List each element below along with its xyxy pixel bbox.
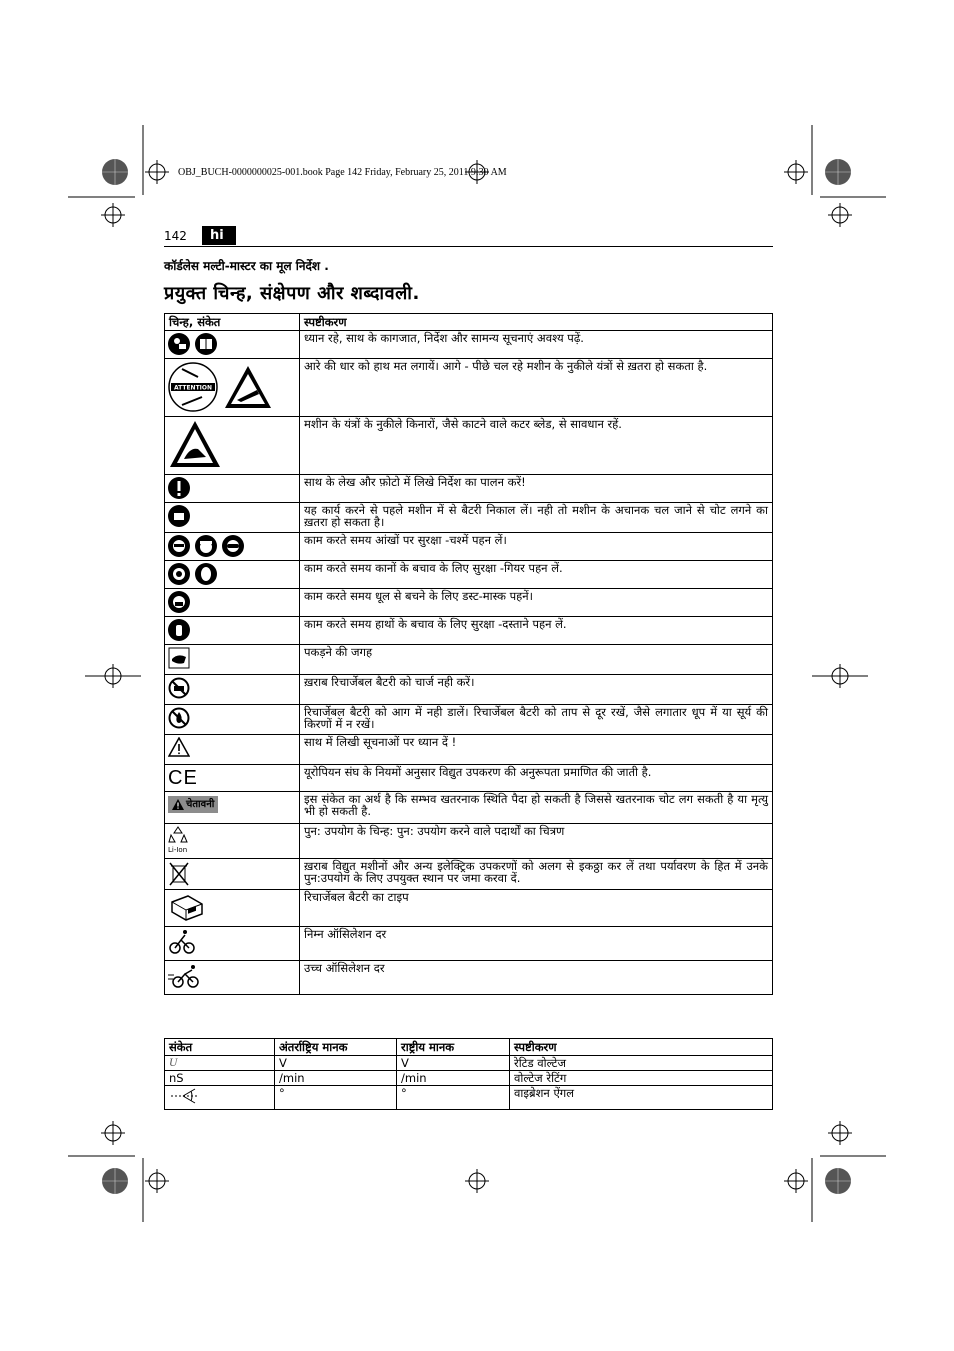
table-row: [165, 765, 773, 792]
table-row: [165, 533, 773, 561]
header-explanation: स्पष्टीकरण: [510, 1039, 773, 1056]
dust-mask-icon: [168, 591, 190, 613]
header-national-standard: राष्ट्रीय मानक: [397, 1039, 510, 1056]
grip-area-icon: [168, 647, 190, 669]
row-text: निम्न ऑसिलेशन दर: [300, 927, 773, 961]
header-explanation: स्पष्टीकरण: [300, 314, 773, 331]
cell-desc: वाइब्रेशन ऐंगल: [510, 1086, 773, 1110]
row-text: काम करते समय धूल से बचने के लिए डस्ट-मास्क पहनें।: [300, 589, 773, 617]
book-icon: [195, 333, 217, 355]
battery-pack-icon: [168, 892, 206, 924]
cell-intl: V: [275, 1056, 397, 1071]
table-row: [165, 705, 773, 735]
table-row: [165, 331, 773, 359]
table-header-row: [165, 1039, 773, 1056]
row-text: मशीन के यंत्रों के नुकीले किनारों, जैसे काटने वाले कटर ब्लेड, से सावधान रहें.: [300, 417, 773, 475]
table-row: [165, 890, 773, 927]
cut-hand-warning-icon: [168, 419, 222, 469]
warning-triangle-icon: [168, 737, 190, 757]
book-info-line: OBJ_BUCH-0000000025-001.book Page 142 Friday, February 25, 2011 9:30 AM: [178, 167, 507, 178]
row-text: रिचार्जेबल बैटरी को आग में नही डालें। रिचार्जेबल बैटरी को ताप से दूर रखें, जैसे लगातार धूप में या सूर्य की किरणों में न रखें।: [300, 705, 773, 735]
header-rule: [164, 246, 773, 247]
table-row: [165, 927, 773, 961]
slow-cyclist-icon: [168, 929, 196, 955]
cell-national: V: [397, 1056, 510, 1071]
units-table: [164, 1038, 773, 1110]
sharp-tool-warning-icon: [223, 364, 273, 410]
weee-bin-icon: [168, 861, 190, 887]
vibration-angle-icon: [169, 1087, 199, 1105]
cell-symbol: [165, 1086, 275, 1110]
table-row: [165, 735, 773, 765]
li-ion-label: Li-Ion: [168, 846, 188, 854]
table-row: [165, 645, 773, 675]
table-row: [165, 1086, 773, 1110]
table-row: [165, 1071, 773, 1086]
warning-badge-icon: [168, 796, 218, 813]
no-charge-damaged-battery-icon: [168, 677, 190, 699]
document-subtitle: कॉर्डलेस मल्टी-मास्टर का मूल निर्देश .: [164, 259, 329, 273]
cell-symbol: nS: [165, 1071, 275, 1086]
row-text: आरे की धार को हाथ मत लगायें। आगे - पीछे चल रहे मशीन के नुकीले यंत्रों से ख़तरा हो सकता है.: [300, 359, 773, 417]
table-row: [165, 589, 773, 617]
table-row: [165, 561, 773, 589]
no-fire-battery-icon: [168, 707, 190, 729]
table-row: [165, 417, 773, 475]
row-text: काम करते समय हाथों के बचाव के लिए सुरक्षा -दस्ताने पहन लें.: [300, 617, 773, 645]
table-row: [165, 503, 773, 533]
table-row: [165, 961, 773, 995]
ce-mark-icon: CE: [168, 767, 198, 789]
row-text: रिचार्जेबल बैटरी का टाइप: [300, 890, 773, 927]
cell-intl: °: [275, 1086, 397, 1110]
table-header-row: [165, 314, 773, 331]
symbols-table: [164, 313, 773, 995]
cell-intl: /min: [275, 1071, 397, 1086]
cell-national: /min: [397, 1071, 510, 1086]
page-number: 142: [164, 229, 187, 243]
row-text: ख़राब रिचार्जेबल बैटरी को चार्ज नही करें।: [300, 675, 773, 705]
ear-protection-icon: [168, 563, 190, 585]
table-row: [165, 859, 773, 890]
header-intl-standard: अंतर्राष्ट्रिय मानक: [275, 1039, 397, 1056]
row-text: पकड़ने की जगह: [300, 645, 773, 675]
exclamation-icon: [168, 477, 190, 499]
row-text: काम करते समय कानों के बचाव के लिए सुरक्षा -गियर पहन लें.: [300, 561, 773, 589]
warning-badge-label: चेतावनी: [186, 798, 215, 810]
table-row: [165, 792, 773, 824]
row-text: ध्यान रहे, साथ के कागजात, निर्देश और सामन्य सूचनाएं अवश्य पढ़ें.: [300, 331, 773, 359]
table-row: [165, 1056, 773, 1071]
fast-cyclist-icon: [168, 963, 200, 989]
row-text: ख़राब विद्युत मशीनों और अन्य इलेक्ट्रिक उपकरणों को अलग से इकठ्ठा कर लें तथा पर्यावरण के हित में उनके पुन:उपयोग के लिए उपयुक्त स्थान पर जमा करवा दें.: [300, 859, 773, 890]
cell-symbol: U: [165, 1056, 275, 1071]
row-text: इस संकेत का अर्थ है कि सम्भव खतरनाक स्थिति पैदा हो सकती है जिससे खतरनाक चोट लग सकती है या मृत्यु भी हो सकती है.: [300, 792, 773, 824]
row-text: उच्च ऑसिलेशन दर: [300, 961, 773, 995]
row-text: साथ में लिखी सूचनाओं पर ध्यान दें !: [300, 735, 773, 765]
section-title: प्रयुक्त चिन्ह, संक्षेपण और शब्दावली.: [164, 283, 420, 304]
svg-text:ATTENTION: ATTENTION: [173, 384, 213, 392]
row-text: काम करते समय आंखों पर सुरक्षा -चश्में पहन लें।: [300, 533, 773, 561]
header-symbol: संकेत: [165, 1039, 275, 1056]
face-shield-icon: [195, 535, 217, 557]
cell-desc: रेटिड वोल्टेज: [510, 1056, 773, 1071]
remove-battery-icon: [168, 505, 190, 527]
language-tag: hi: [202, 226, 236, 245]
attention-blade-icon: [168, 361, 218, 413]
gloves-icon: [168, 619, 190, 641]
table-row: [165, 617, 773, 645]
read-manual-icon: [168, 333, 190, 355]
row-text: यूरोपियन संघ के नियमों अनुसार विद्युत उपकरण की अनुरूपता प्रमाणित की जाती है.: [300, 765, 773, 792]
row-text: पुन: उपयोग के चिन्ह: पुन: उपयोग करने वाले पदार्थों का चित्रण: [300, 824, 773, 859]
cell-desc: वोल्टेज रेटिंग: [510, 1071, 773, 1086]
table-row: [165, 475, 773, 503]
safety-glasses-icon: [168, 535, 190, 557]
ear-muff-icon: [195, 563, 217, 585]
row-text: यह कार्य करने से पहले मशीन में से बैटरी निकाल लें। नही तो मशीन के अचानक चल जाने से चोट लगने का ख़तरा हो सकता है।: [300, 503, 773, 533]
table-row: [165, 359, 773, 417]
recycling-li-ion-icon: [168, 826, 188, 844]
goggles-icon: [222, 535, 244, 557]
header-symbol: चिन्ह, संकेत: [165, 314, 300, 331]
cell-national: °: [397, 1086, 510, 1110]
table-row: [165, 824, 773, 859]
table-row: [165, 675, 773, 705]
row-text: साथ के लेख और फ़ोटो में लिखे निर्देश का पालन करें!: [300, 475, 773, 503]
